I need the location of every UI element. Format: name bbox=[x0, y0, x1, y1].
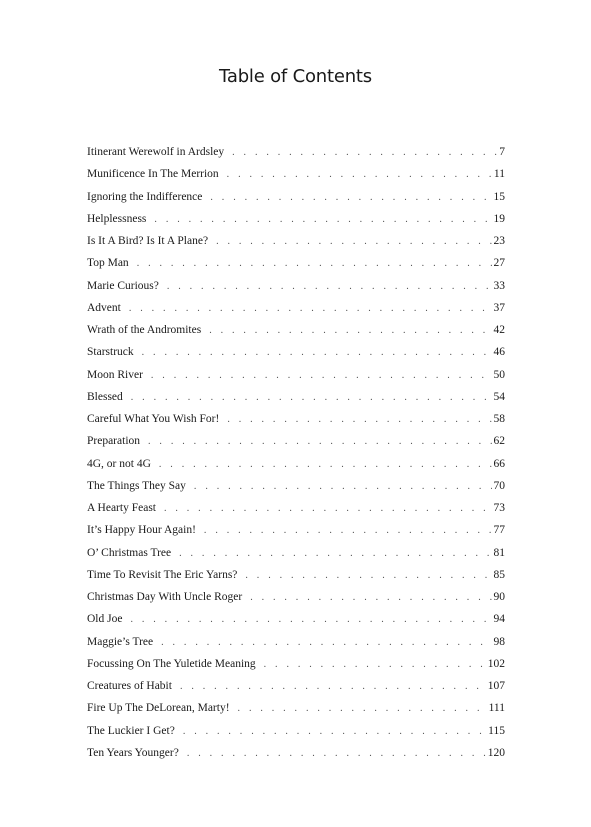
toc-entry-title: Munificence In The Merrion bbox=[87, 168, 219, 181]
dot-leader bbox=[227, 169, 492, 180]
toc-entry-page-number: 37 bbox=[493, 301, 505, 314]
toc-entry[interactable] bbox=[87, 235, 505, 257]
toc-entry[interactable] bbox=[87, 524, 505, 546]
toc-entry-title: Itinerant Werewolf in Ardsley bbox=[87, 146, 225, 158]
toc-entry-title: Preparation bbox=[87, 435, 141, 448]
toc-entry-page-number: 42 bbox=[493, 324, 505, 336]
table-of-contents bbox=[87, 146, 505, 769]
dot-leader bbox=[216, 236, 491, 247]
toc-entry[interactable] bbox=[87, 591, 505, 613]
toc-entry[interactable] bbox=[87, 658, 505, 680]
dot-leader bbox=[209, 325, 491, 336]
dot-leader bbox=[161, 637, 491, 648]
toc-entry-page-number: 19 bbox=[493, 212, 505, 225]
dot-leader bbox=[183, 726, 486, 737]
toc-entry[interactable] bbox=[87, 636, 505, 658]
toc-entry[interactable] bbox=[87, 547, 505, 569]
toc-entry-page-number: 115 bbox=[488, 724, 505, 737]
toc-entry[interactable] bbox=[87, 168, 505, 190]
dot-leader bbox=[250, 592, 491, 603]
toc-entry-title: Ten Years Younger? bbox=[87, 746, 179, 759]
toc-entry[interactable] bbox=[87, 480, 505, 502]
toc-entry-page-number: 73 bbox=[493, 502, 505, 514]
toc-entry-page-number: 27 bbox=[493, 257, 505, 270]
toc-entry-page-number: 58 bbox=[493, 413, 505, 425]
toc-entry[interactable] bbox=[87, 680, 505, 702]
toc-entry[interactable] bbox=[87, 702, 505, 724]
toc-entry-title: Fire Up The DeLorean, Marty! bbox=[87, 702, 230, 715]
toc-entry[interactable] bbox=[87, 502, 505, 524]
toc-entry-page-number: 66 bbox=[493, 457, 505, 470]
toc-entry[interactable] bbox=[87, 747, 505, 769]
toc-entry-title: Christmas Day With Uncle Roger bbox=[87, 591, 243, 603]
dot-leader bbox=[232, 147, 497, 158]
toc-entry-title: O’ Christmas Tree bbox=[87, 546, 172, 559]
dot-leader bbox=[137, 258, 492, 269]
toc-entry[interactable] bbox=[87, 391, 505, 413]
toc-entry[interactable] bbox=[87, 324, 505, 346]
dot-leader bbox=[245, 570, 491, 581]
toc-entry-page-number: 50 bbox=[493, 368, 505, 381]
toc-entry-title: It’s Happy Hour Again! bbox=[87, 524, 196, 537]
toc-entry-page-number: 62 bbox=[493, 435, 505, 448]
toc-entry-title: Creatures of Habit bbox=[87, 680, 172, 692]
toc-entry[interactable] bbox=[87, 346, 505, 368]
dot-leader bbox=[187, 748, 486, 759]
dot-leader bbox=[131, 392, 492, 403]
toc-entry[interactable] bbox=[87, 458, 505, 480]
toc-entry-title: Moon River bbox=[87, 368, 143, 381]
toc-entry-page-number: 98 bbox=[493, 635, 505, 648]
dot-leader bbox=[179, 548, 491, 559]
dot-leader bbox=[204, 525, 492, 536]
toc-entry[interactable] bbox=[87, 569, 505, 591]
toc-entry-title: Starstruck bbox=[87, 346, 134, 359]
toc-entry-title: Top Man bbox=[87, 257, 129, 270]
toc-entry-title: Blessed bbox=[87, 390, 123, 403]
toc-entry-page-number: 77 bbox=[493, 524, 505, 537]
toc-entry[interactable] bbox=[87, 302, 505, 324]
dot-leader bbox=[148, 436, 491, 447]
toc-entry-page-number: 85 bbox=[493, 568, 505, 581]
toc-entry-title: Wrath of the Andromites bbox=[87, 324, 202, 336]
toc-entry[interactable] bbox=[87, 613, 505, 635]
toc-entry-page-number: 15 bbox=[493, 190, 505, 203]
toc-entry-page-number: 120 bbox=[487, 746, 505, 759]
dot-leader bbox=[238, 703, 487, 714]
toc-entry[interactable] bbox=[87, 191, 505, 213]
toc-entry-page-number: 54 bbox=[493, 390, 505, 403]
toc-entry[interactable] bbox=[87, 369, 505, 391]
toc-entry-title: The Things They Say bbox=[87, 479, 186, 492]
dot-leader bbox=[130, 614, 491, 625]
dot-leader bbox=[180, 681, 486, 692]
toc-entry[interactable] bbox=[87, 213, 505, 235]
toc-entry-title: The Luckier I Get? bbox=[87, 724, 175, 737]
toc-entry[interactable] bbox=[87, 280, 505, 302]
dot-leader bbox=[142, 347, 492, 358]
toc-entry-title: Helplessness bbox=[87, 212, 147, 225]
toc-entry[interactable] bbox=[87, 435, 505, 457]
toc-entry-page-number: 111 bbox=[488, 702, 505, 715]
dot-leader bbox=[151, 370, 492, 381]
toc-entry-page-number: 107 bbox=[487, 680, 505, 692]
toc-entry-page-number: 11 bbox=[493, 168, 505, 181]
toc-entry-title: Marie Curious? bbox=[87, 279, 159, 292]
toc-entry-title: Old Joe bbox=[87, 613, 123, 626]
toc-entry-title: Time To Revisit The Eric Yarns? bbox=[87, 568, 238, 581]
toc-entry-page-number: 33 bbox=[493, 279, 505, 292]
dot-leader bbox=[210, 192, 491, 203]
toc-entry-title: Focussing On The Yuletide Meaning bbox=[87, 657, 256, 670]
toc-entry-title: 4G, or not 4G bbox=[87, 457, 151, 470]
dot-leader bbox=[194, 481, 492, 492]
dot-leader bbox=[227, 414, 491, 425]
toc-entry[interactable] bbox=[87, 725, 505, 747]
toc-entry-title: A Hearty Feast bbox=[87, 502, 156, 514]
dot-leader bbox=[264, 659, 486, 670]
toc-entry-title: Is It A Bird? Is It A Plane? bbox=[87, 235, 209, 247]
toc-entry[interactable] bbox=[87, 146, 505, 168]
toc-entry[interactable] bbox=[87, 413, 505, 435]
toc-entry-page-number: 90 bbox=[493, 591, 505, 603]
toc-entry-title: Ignoring the Indifference bbox=[87, 190, 203, 203]
toc-entry-page-number: 102 bbox=[487, 657, 505, 670]
toc-entry-page-number: 94 bbox=[493, 613, 505, 626]
dot-leader bbox=[164, 503, 492, 514]
toc-entry[interactable] bbox=[87, 257, 505, 279]
dot-leader bbox=[159, 459, 492, 470]
toc-entry-title: Maggie’s Tree bbox=[87, 635, 154, 648]
toc-entry-title: Careful What You Wish For! bbox=[87, 413, 220, 425]
toc-entry-page-number: 81 bbox=[493, 546, 505, 559]
toc-entry-title: Advent bbox=[87, 301, 121, 314]
dot-leader bbox=[154, 214, 491, 225]
toc-entry-page-number: 23 bbox=[493, 235, 505, 247]
dot-leader bbox=[129, 303, 492, 314]
dot-leader bbox=[167, 281, 492, 292]
toc-entry-page-number: 70 bbox=[493, 479, 505, 492]
toc-entry-page-number: 46 bbox=[493, 346, 505, 359]
page-title: Table of Contents bbox=[219, 66, 372, 87]
toc-entry-page-number: 7 bbox=[499, 146, 505, 158]
